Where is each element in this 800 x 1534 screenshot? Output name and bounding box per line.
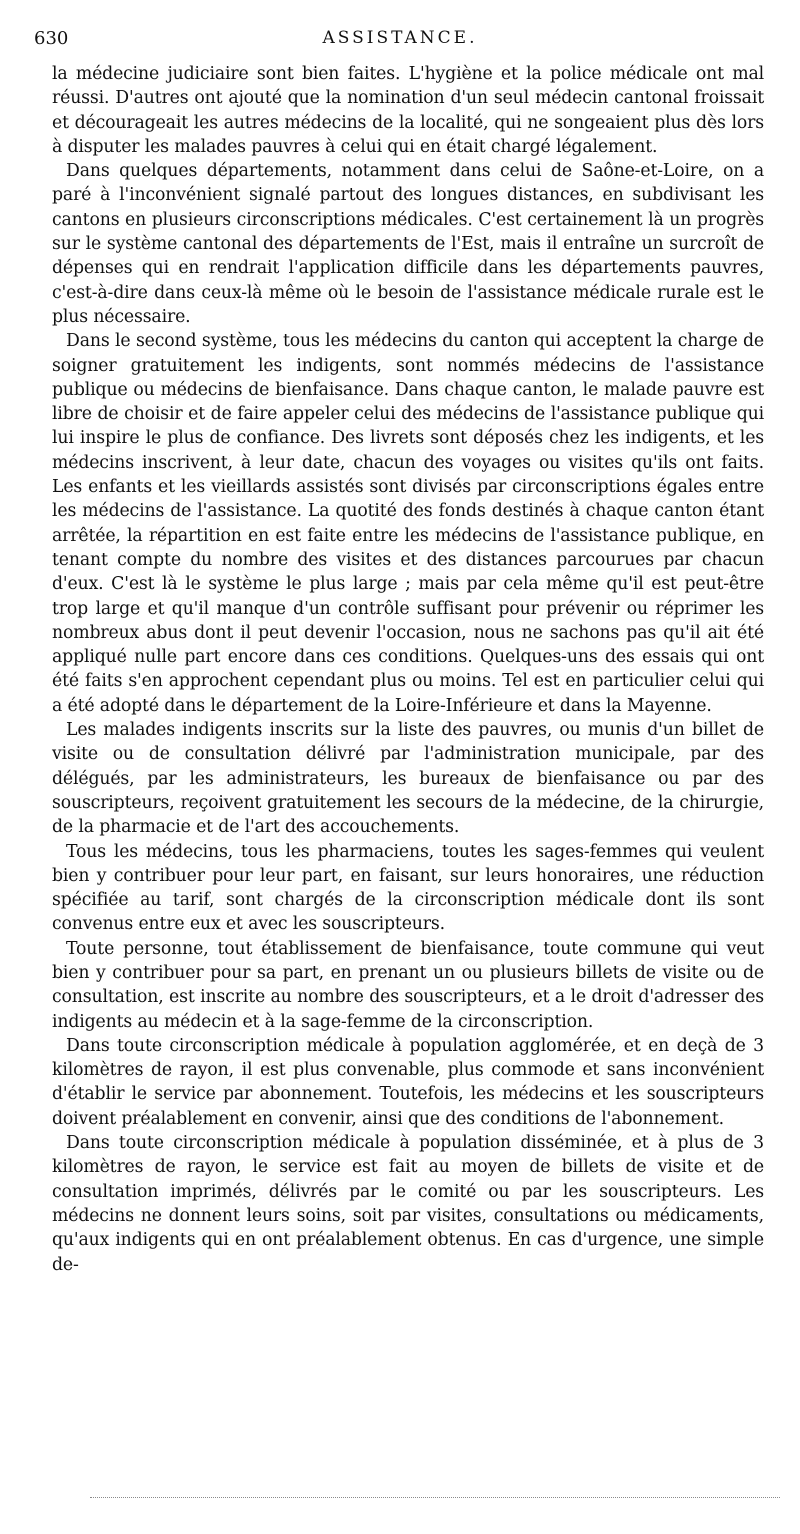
running-head <box>34 28 766 52</box>
paragraph-second-system: Dans le second système, tous les médecins du canton qui acceptent la charge de soigner gratuitement les indigents, sont nommés médecins de l'assistance publique ou médecins de bienfaisance. Dans chaque canton, le malade pauvre est libre de choisir et de faire appeler celui des médecins de l'assistance publique qui lui inspire le plus de confiance. Des livrets sont déposés chez les indigents, et les médecins inscrivent, à leur date, chacun des voyages ou visites qu'ils ont faits. Les enfants et les vieillards assistés sont divisés par circonscriptions égales entre les médecins de l'assistance. La quotité des fonds destinés à chaque canton étant arrêtée, la répartition en est faite entre les médecins de l'assistance publique, en tenant compte du nombre des visites et des distances parcourues par chacun d'eux. C'est là le système le plus large ; mais par cela même qu'il est peut-être trop large et qu'il manque d'un contrôle suffisant pour prévenir ou réprimer les nombreux abus dont il peut devenir l'occasion, nous ne sachons pas qu'il ait été appliqué nulle part encore dans ces conditions. Quelques-uns des essais qui ont été faits s'en approchent cependant plus ou moins. Tel est en particulier celui qui a été adopté dans le département de la Loire-Inférieure et dans la Mayenne. <box>52 331 764 716</box>
paragraph-continued: la médecine judiciaire sont bien faites. L'hygiène et la police médicale ont mal réussi. D'autres ont ajouté que la nomination d'un seul médecin cantonal froissait et décourageait les autres médecins de la localité, qui ne songeaient plus dès lors à disputer les malades pauvres à celui qui en était chargé légalement. <box>52 64 764 157</box>
paragraph-subscription-service: Dans toute circonscription médicale à population agglomérée, et en deçà de 3 kilomètres de rayon, il est plus convenable, plus commode et sans inconvénient d'établir le service par abonnement. Toutefois, les médecins et les souscripteurs doivent préalablement en convenir, ainsi que des conditions de l'abonnement. <box>52 1035 764 1129</box>
paragraph-practitioners: Tous les médecins, tous les pharmaciens, toutes les sages-femmes qui veulent bien y contribuer pour leur part, en faisant, sur leurs honoraires, une réduction spécifiée au tarif, sont chargés de la circonscription médicale dont ils sont convenus entre eux et avec les souscripteurs. <box>52 841 764 935</box>
paragraph-saone-et-loire: Dans quelques départements, notamment dans celui de Saône-et-Loire, on a paré à l'inconvénient signalé partout des longues distances, en subdivisant les cantons en plusieurs circonscriptions médicales. C'est certainement là un progrès sur le système cantonal des départements de l'Est, mais il entraîne un surcroît de dépenses qui en rendrait l'application difficile dans les départements pauvres, c'est-à-dire dans ceux-là même où le besoin de l'assistance médicale rurale est le plus nécessaire. <box>52 161 764 327</box>
footer-rule <box>90 1497 780 1498</box>
body-text <box>52 62 764 1277</box>
paragraph-indigent-patients: Les malades indigents inscrits sur la liste des pauvres, ou munis d'un billet de visite ou de consultation délivré par l'administration municipale, par des délégués, par les administrateurs, les bureaux de bienfaisance ou par des souscripteurs, reçoivent gratuitement les secours de la médecine, de la chirurgie, de la pharmacie et de l'art des accouchements. <box>52 720 764 838</box>
paragraph-visit-tickets: Dans toute circonscription médicale à population disséminée, et à plus de 3 kilomètres de rayon, le service est fait au moyen de billets de visite et de consultation imprimés, délivrés par le comité ou par les souscripteurs. Les médecins ne donnent leurs soins, soit par visites, consultations ou médicaments, qu'aux indigents qui en ont préalablement obtenus. En cas d'urgence, une simple de- <box>52 1133 764 1275</box>
page-number: 630 <box>34 28 69 49</box>
paragraph-subscribers: Toute personne, tout établissement de bienfaisance, toute commune qui veut bien y contribuer pour sa part, en prenant un ou plusieurs billets de visite ou de consultation, est inscrite au nombre des souscripteurs, et a le droit d'adresser des indigents au médecin et à la sage-femme de la circonscription. <box>52 938 764 1032</box>
running-title: ASSISTANCE. <box>322 28 478 48</box>
